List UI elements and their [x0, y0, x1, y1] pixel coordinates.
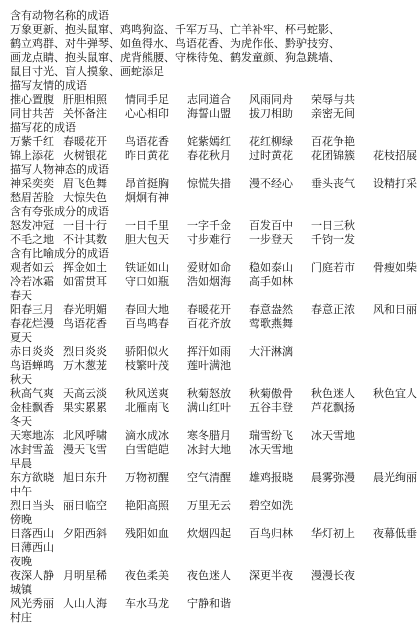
idiom-cell: 大惊失色 [63, 191, 107, 204]
idiom-cell: 同甘共苦 [10, 107, 54, 120]
idiom-cell: 夕阳西斜 [63, 527, 107, 540]
idiom-cell: 漫漫长夜 [311, 569, 355, 582]
idiom-row [10, 443, 398, 457]
idiom-cell: 浩如烟海 [187, 275, 231, 288]
idiom-row [10, 107, 398, 121]
idiom-cell: 烈日当头 [10, 499, 54, 512]
idiom-cell: 昨日黄花 [125, 149, 169, 162]
idiom-cell: 莺歌燕舞 [249, 317, 293, 330]
idiom-cell: 胆大包天 [125, 233, 169, 246]
idiom-cell: 一目十行 [63, 219, 107, 232]
idiom-row [10, 275, 398, 289]
idiom-cell: 芦花飘扬 [311, 401, 355, 414]
idiom-cell: 观者如云 [10, 261, 54, 274]
idiom-cell: 骄阳似火 [125, 345, 169, 358]
idiom-cell: 花枝招展 [373, 149, 417, 162]
section-heading: 城镇 [10, 583, 32, 596]
idiom-row [10, 527, 417, 541]
idiom-cell: 挥金如土 [63, 261, 107, 274]
idiom-cell: 垂头丧气 [311, 177, 355, 190]
idiom-cell: 春花烂漫 [10, 317, 54, 330]
idiom-cell: 春暖花开 [63, 135, 107, 148]
idiom-cell: 秋色迷人 [311, 387, 355, 400]
section-heading: 描写花的成语 [10, 121, 76, 134]
idiom-cell: 鸟语花香 [63, 317, 107, 330]
idiom-row [10, 93, 398, 107]
idiom-cell: 姹紫嫣红 [187, 135, 231, 148]
idiom-cell: 一字千金 [187, 219, 231, 232]
section-heading: 中午 [10, 485, 32, 498]
idiom-cell: 滴水成冰 [125, 429, 169, 442]
idiom-cell: 骨瘦如柴 [373, 261, 417, 274]
idiom-cell: 冰封雪盖 [10, 443, 54, 456]
idiom-cell: 志同道合 [187, 93, 231, 106]
idiom-row [10, 135, 398, 149]
idiom-cell: 百花争艳 [311, 135, 355, 148]
idiom-cell: 不计其数 [63, 233, 107, 246]
idiom-cell: 深更半夜 [249, 569, 293, 582]
idiom-paragraph: 鼠目寸光、盲人摸象、画蛇添足 [10, 65, 164, 78]
idiom-cell: 夜色柔美 [125, 569, 169, 582]
idiom-cell: 神采奕奕 [10, 177, 54, 190]
idiom-cell: 关怀备注 [63, 107, 107, 120]
idiom-paragraph: 万象更新、抱头鼠窜、鸡鸣狗盗、千军万马、亡羊补牢、杯弓蛇影、 [10, 23, 340, 36]
idiom-row [10, 569, 398, 583]
idiom-cell: 秋菊傲骨 [249, 387, 293, 400]
idiom-cell: 铁证如山 [125, 261, 169, 274]
idiom-cell: 秋高气爽 [10, 387, 54, 400]
idiom-cell: 烈日炎炎 [63, 345, 107, 358]
idiom-cell: 花团锦簇 [311, 149, 355, 162]
idiom-row [10, 191, 398, 205]
idiom-cell: 荣辱与共 [311, 93, 355, 106]
idiom-cell: 春回大地 [125, 303, 169, 316]
idiom-cell: 风和日丽 [373, 303, 417, 316]
section-heading: 描写友情的成语 [10, 79, 87, 92]
idiom-cell: 冷若冰霜 [10, 275, 54, 288]
idiom-cell: 眉飞色舞 [63, 177, 107, 190]
idiom-cell: 心心相印 [125, 107, 169, 120]
idiom-cell: 鸟语蝉鸣 [10, 359, 54, 372]
idiom-cell: 肝胆相照 [63, 93, 107, 106]
idiom-paragraph: 鹤立鸡群、对牛弹琴、如鱼得水、鸟语花香、为虎作伥、黔驴技穷、 [10, 37, 340, 50]
idiom-cell: 一步登天 [249, 233, 293, 246]
section-heading: 含有比喻成分的成语 [10, 247, 109, 260]
idiom-row [10, 499, 398, 513]
idiom-cell: 夜色迷人 [187, 569, 231, 582]
idiom-cell: 夜深人静 [10, 569, 54, 582]
idiom-cell: 万紫千红 [10, 135, 54, 148]
idiom-cell: 百花齐放 [187, 317, 231, 330]
idiom-cell: 宁静和谐 [187, 597, 231, 610]
idiom-cell: 寸步难行 [187, 233, 231, 246]
idiom-cell: 昂首挺胸 [125, 177, 169, 190]
idiom-cell: 北风呼啸 [63, 429, 107, 442]
idiom-cell: 丽日临空 [63, 499, 107, 512]
idiom-cell: 海誓山盟 [187, 107, 231, 120]
idiom-row [10, 387, 417, 401]
idiom-cell: 设精打采 [373, 177, 417, 190]
idiom-cell: 东方欲晓 [10, 471, 54, 484]
idiom-cell: 晨雾弥漫 [311, 471, 355, 484]
idiom-cell: 五谷丰登 [249, 401, 293, 414]
idiom-row [10, 359, 398, 373]
section-heading: 秋天 [10, 373, 32, 386]
idiom-cell: 百发百中 [249, 219, 293, 232]
idiom-cell: 百鸟鸣春 [125, 317, 169, 330]
idiom-cell: 北雁南飞 [125, 401, 169, 414]
idiom-cell: 如雷贯耳 [63, 275, 107, 288]
idiom-cell: 不毛之地 [10, 233, 54, 246]
idiom-cell: 满山红叶 [187, 401, 231, 414]
idiom-row [10, 219, 398, 233]
idiom-row [10, 401, 398, 415]
idiom-cell: 日落西山 [10, 527, 54, 540]
idiom-cell: 守口如瓶 [125, 275, 169, 288]
idiom-cell: 艳阳高照 [125, 499, 169, 512]
idiom-cell: 碧空如洗 [249, 499, 293, 512]
idiom-cell: 情同手足 [125, 93, 169, 106]
idiom-cell: 夜幕低垂 [373, 527, 417, 540]
idiom-cell: 挥汗如雨 [187, 345, 231, 358]
idiom-cell: 枝繁叶茂 [125, 359, 169, 372]
idiom-cell: 瑞雪纷飞 [249, 429, 293, 442]
idiom-cell: 百鸟归林 [249, 527, 293, 540]
idiom-cell: 风雨同舟 [249, 93, 293, 106]
idiom-cell: 金桂飘香 [10, 401, 54, 414]
idiom-cell: 秋色宜人 [373, 387, 417, 400]
idiom-cell: 锦上添花 [10, 149, 54, 162]
idiom-cell: 残阳如血 [125, 527, 169, 540]
idiom-cell: 秋菊怒放 [187, 387, 231, 400]
idiom-row [10, 429, 398, 443]
idiom-cell: 莲叶满池 [187, 359, 231, 372]
idiom-row [10, 345, 398, 359]
idiom-cell: 春暖花开 [187, 303, 231, 316]
idiom-cell: 天高云淡 [63, 387, 107, 400]
idiom-row [10, 233, 398, 247]
idiom-cell: 万木葱茏 [63, 359, 107, 372]
idiom-cell: 爱财如命 [187, 261, 231, 274]
idiom-cell: 白雪皑皑 [125, 443, 169, 456]
idiom-cell: 冰天雪地 [249, 443, 293, 456]
idiom-cell: 果实累累 [63, 401, 107, 414]
idiom-cell: 冰天雪地 [311, 429, 355, 442]
idiom-cell: 晨光绚丽 [373, 471, 417, 484]
idiom-cell: 阳春三月 [10, 303, 54, 316]
idiom-cell: 万物初醒 [125, 471, 169, 484]
idiom-row [10, 317, 398, 331]
idiom-cell: 车水马龙 [125, 597, 169, 610]
idiom-cell: 万里无云 [187, 499, 231, 512]
idiom-cell: 赤日炎炎 [10, 345, 54, 358]
idiom-cell: 高手如林 [249, 275, 293, 288]
idiom-cell: 人山人海 [63, 597, 107, 610]
idiom-cell: 华灯初上 [311, 527, 355, 540]
section-heading: 春天 [10, 289, 32, 302]
idiom-row [10, 471, 417, 485]
idiom-cell: 漫天飞雪 [63, 443, 107, 456]
section-heading: 冬天 [10, 415, 32, 428]
idiom-cell: 拔刀相助 [249, 107, 293, 120]
idiom-cell: 春光明媚 [63, 303, 107, 316]
section-heading: 含有夸张成分的成语 [10, 205, 109, 218]
idiom-cell: 秋风送爽 [125, 387, 169, 400]
idiom-cell: 雄鸡报晓 [249, 471, 293, 484]
idiom-cell: 春意正浓 [311, 303, 355, 316]
idiom-cell: 愁眉苦脸 [10, 191, 54, 204]
idiom-row [10, 261, 417, 275]
section-heading: 夏天 [10, 331, 32, 344]
idiom-cell: 稳如泰山 [249, 261, 293, 274]
section-heading: 夜晚 [10, 555, 32, 568]
section-heading: 描写人物神态的成语 [10, 163, 109, 176]
idiom-cell: 一日三秋 [311, 219, 355, 232]
idiom-cell: 漫不经心 [249, 177, 293, 190]
idiom-row [10, 149, 417, 163]
section-heading: 日薄西山 [10, 541, 54, 554]
idiom-cell: 千钧一发 [311, 233, 355, 246]
idiom-cell: 惊慌失措 [187, 177, 231, 190]
section-heading: 含有动物名称的成语 [10, 9, 109, 22]
idiom-row [10, 597, 398, 611]
idiom-cell: 风光秀丽 [10, 597, 54, 610]
idiom-cell: 天寒地冻 [10, 429, 54, 442]
idiom-cell: 一日千里 [125, 219, 169, 232]
idiom-cell: 大汗淋漓 [249, 345, 293, 358]
idiom-row [10, 177, 417, 191]
idiom-cell: 旭日东升 [63, 471, 107, 484]
idiom-cell: 炊烟四起 [187, 527, 231, 540]
idiom-cell: 亲密无间 [311, 107, 355, 120]
idiom-cell: 怒发冲冠 [10, 219, 54, 232]
idiom-cell: 鸟语花香 [125, 135, 169, 148]
idiom-cell: 门庭若市 [311, 261, 355, 274]
idiom-cell: 春花秋月 [187, 149, 231, 162]
idiom-cell: 空气清醒 [187, 471, 231, 484]
idiom-cell: 冰封大地 [187, 443, 231, 456]
idiom-cell: 过时黄花 [249, 149, 293, 162]
section-heading: 早晨 [10, 457, 32, 470]
idiom-cell: 炯炯有神 [125, 191, 169, 204]
idiom-cell: 火树银花 [63, 149, 107, 162]
section-heading: 傍晚 [10, 513, 32, 526]
idiom-cell: 花红柳绿 [249, 135, 293, 148]
idiom-cell: 推心置腹 [10, 93, 54, 106]
section-heading: 村庄 [10, 611, 32, 624]
idiom-cell: 寒冬腊月 [187, 429, 231, 442]
idiom-row [10, 303, 417, 317]
idiom-paragraph: 画龙点睛、抱头鼠窜、虎背熊腰、守株待兔、鹤发童颜、狗急跳墙、 [10, 51, 340, 64]
idiom-cell: 春意盎然 [249, 303, 293, 316]
idiom-cell: 月明星稀 [63, 569, 107, 582]
